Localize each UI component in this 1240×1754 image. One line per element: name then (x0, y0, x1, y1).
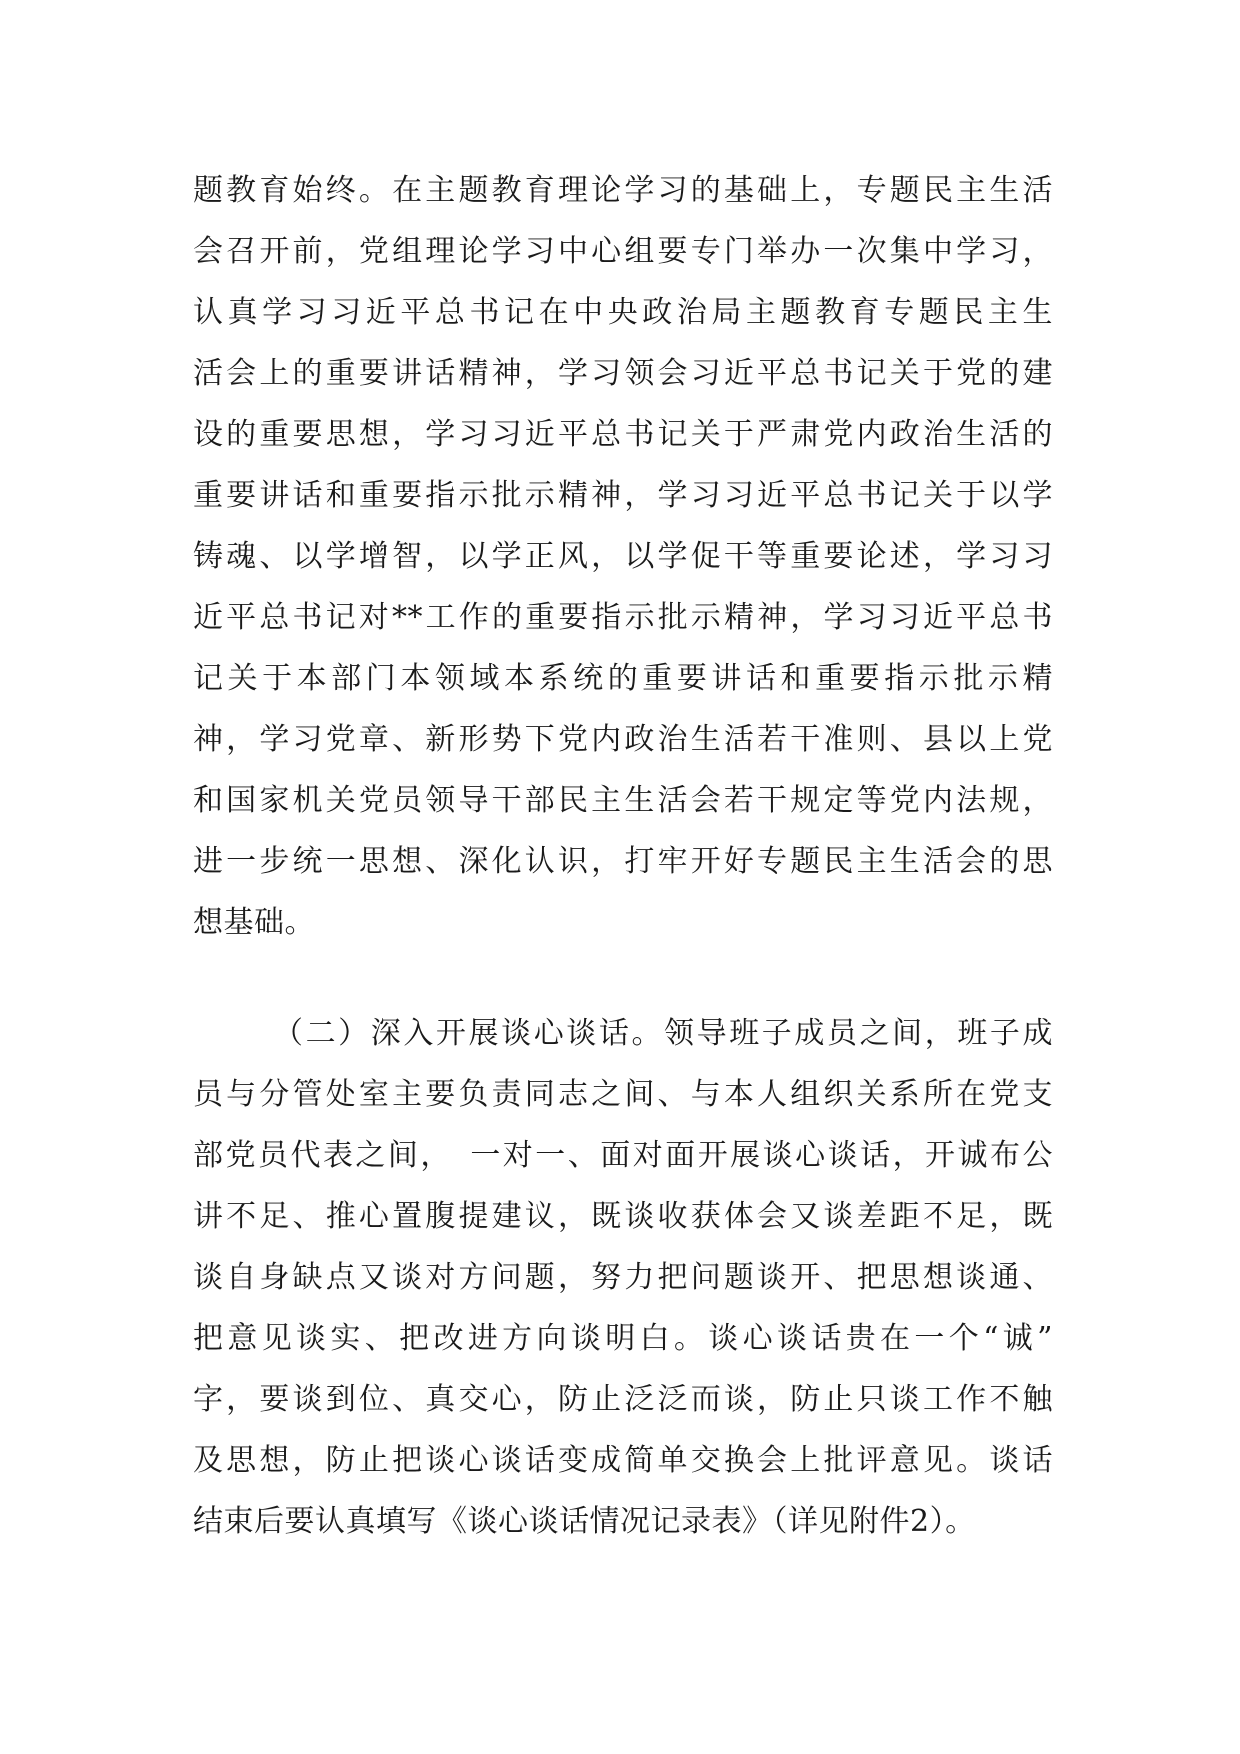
paragraph-line: 近平总书记对**工作的重要指示批示精神，学习习近平总书 (193, 600, 1053, 635)
paragraph-line: 认真学习习近平总书记在中央政治局主题教育专题民主生 (193, 295, 1053, 330)
paragraph-line: 及思想，防止把谈心谈话变成简单交换会上批评意见。谈话 (193, 1443, 1053, 1478)
paragraph-line: 部党员代表之间， 一对一、面对面开展谈心谈话，开诚布公 (193, 1138, 1053, 1173)
paragraph-line: 结束后要认真填写《谈心谈话情况记录表》（详见附件2）。 (193, 1504, 976, 1539)
paragraph-line: 谈自身缺点又谈对方问题，努力把问题谈开、把思想谈通、 (193, 1260, 1053, 1295)
paragraph-line: 字，要谈到位、真交心，防止泛泛而谈，防止只谈工作不触 (193, 1382, 1053, 1417)
paragraph-spacer (193, 953, 1053, 1003)
paragraph-line: 神，学习党章、新形势下党内政治生活若干准则、县以上党 (193, 722, 1053, 757)
paragraph-line: 讲不足、推心置腹提建议，既谈收获体会又谈差距不足，既 (193, 1199, 1053, 1234)
paragraph-line: 铸魂、以学增智，以学正风，以学促干等重要论述，学习习 (193, 539, 1053, 574)
paragraph-theory-study (193, 160, 1053, 953)
paragraph-line: 把意见谈实、把改进方向谈明白。谈心谈话贵在一个“诚” (193, 1321, 1053, 1356)
paragraph-line: 活会上的重要讲话精神，学习领会习近平总书记关于党的建 (193, 356, 1053, 391)
paragraph-line: 会召开前，党组理论学习中心组要专门举办一次集中学习， (193, 234, 1053, 269)
document-body (193, 160, 1053, 1552)
paragraph-line: 题教育始终。在主题教育理论学习的基础上，专题民主生活 (193, 173, 1053, 208)
paragraph-line: 员与分管处室主要负责同志之间、与本人组织关系所在党支 (193, 1077, 1053, 1112)
paragraph-line: 进一步统一思想、深化认识，打牢开好专题民主生活会的思 (193, 844, 1053, 879)
paragraph-line: 想基础。 (193, 905, 315, 940)
paragraph-heart-to-heart-talks (193, 1003, 1053, 1552)
paragraph-line: 记关于本部门本领域本系统的重要讲话和重要指示批示精 (193, 661, 1053, 696)
paragraph-line: 设的重要思想，学习习近平总书记关于严肃党内政治生活的 (193, 417, 1053, 452)
paragraph-line: 和国家机关党员领导干部民主生活会若干规定等党内法规， (193, 783, 1053, 818)
paragraph-line: 重要讲话和重要指示批示精神，学习习近平总书记关于以学 (193, 478, 1053, 513)
paragraph-first-line: （二）深入开展谈心谈话。领导班子成员之间，班子成 (273, 1016, 1053, 1051)
